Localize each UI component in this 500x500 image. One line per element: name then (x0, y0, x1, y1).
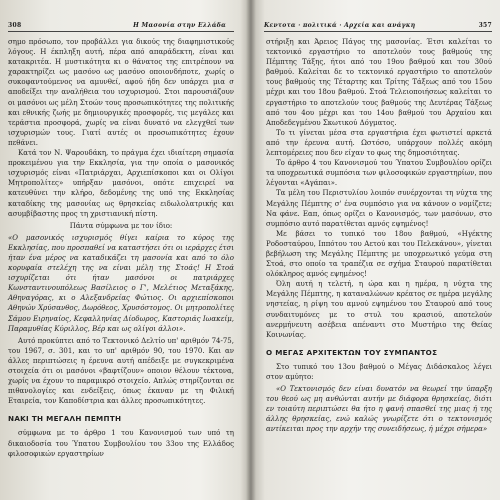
left-page-number: 308 (8, 22, 22, 29)
left-paragraph: Πάντα σύμφωνα με τον ίδιο: (69, 221, 173, 230)
right-paragraph: Τα μέλη του Περιστυλίου λοιπόν συνέρχονται τη νύχτα της Μεγάλης Πέμπτης σ' ένα συμπόσιο για να κάνουν ο νομίζετε; Να φάνε. Εαπ, όπως ορίζει ο Κανονισμός, των μασόνων, στο συμπόσιο αυτό παρατίθεται αμνός εψημένος! (266, 189, 492, 228)
left-header-rule (8, 31, 234, 32)
left-section-heading: ΝΑΚΙ ΤΗ ΜΕΓΑΛΗ ΠΕΜΠΤΗ (8, 414, 122, 424)
left-page (0, 0, 246, 500)
right-quote: «Ο Τεκτονισμός δεν είναι δυνατόν να θεωρεί την ύπαρξη του θεού ως μη ανθώνται αυτήν με διάφορα θρησκείας, διότι εν τοιαύτη περιπτώσει θα ήτο η φανή σπασθεί της μιας ή της άλλης θρησκείας, ενώ καλώς γνωρίζετε ότι ο τεκτονισμός αντίκειται προς την αρχήν της συνειδήσεως, ή μέχρι σήμερα» (266, 385, 492, 434)
right-header-rule (264, 31, 492, 32)
right-page (256, 0, 500, 500)
right-section-heading: Ο ΜΕΓΑΣ ΑΡΧΙΤΕΚΤΩΝ ΤΟΥ ΣΥΜΠΑΝΤΟΣ (266, 347, 438, 357)
left-paragraph: Αυτό προκύπτει από το Τεκτονικό Δελτίο υπ' αριθμόν 74-75, του 1967, σ. 301, και το υπ' αριθμόν 90, του 1970. Και αν άλλες περιπτώσεις η έρευνα αυτή απέδειξε με συγκεκριμένα στοιχεία ότι οι μασόνοι «βαφτίζουν» οποιον θέλουν τέκτονα, χωρίς να έχουν το παραμικρό στοιχείο. Απλώς στηρίζονται σε πιθανολογίες και ενδείξεις, όπως έκαναν με τη Φιλική Εταιρεία, τον Καποδίστρια και άλλες προσωπικότητες. (8, 336, 234, 406)
right-paragraph: Όλη αυτή η τελετή, η ώρα και η ημέρα, η νύχτα της Μεγάλης Πέμπτης, η καταναλώνων κρέατος σε ημέρα μεγάλης νηστείας, η ρίψη του αμνού εψημένου του Σταυρού από τους συνδαιτυμόνες με το στυλ του κρασιού, αποτελούν ανερμήνευτη ασέβεια απέναντι στο Μυστήριο της Θείας Κοινωνίας. (266, 280, 492, 339)
left-quote: «Ο μασονικός ισχυρισμός θίγει καίρια το κύρος της Εκκλησίας, που προσπαθεί να καταστήσει ότι οι ιεράρχες έτσι ήταν ένα μέρος να καταδικάζει τη μασονία και από το όλο κορυφαία στελέχη της να είναι μέλη της Στοάς! Η Στοά ισχυρίζεται ότι ήταν μασόνοι οι πατριάρχες Κωνσταντινουπόλεως Βασίλειος ο Γ', Μελέτιος Μεταξάκης, Αθηναγόρας, κι ο Αλεξανδρείας Φώτιος. Οι αρχιεπίσκοποι Αθηνών Χρύσανθος, Δωρόθεος, Χρυσόστομος. Οι μητροπολίτες Σάμου Ειρηναίος, Κεφαλληνίας Δίοδωρος, Καστοριάς Ιωακείμ, Παραμυθίας Κύριλλος, Βέρ και ως ολίγοι άλλοι». (8, 233, 234, 333)
right-paragraph: Το τι γίνεται μέσα στα εργαστήρια έχει φωτιστεί αρκετά από την έρευνα αυτή. Ωστόσο, υπάρχουν πολλές ακόμη λεπτομέρειες που δεν είχαν το φως της δημοσιότητας. (266, 128, 492, 158)
left-paragraph: Κατά τον Ν. Ψαρουδάκη, το πράγμα έχει ιδιαίτερη σημασία προκειμένου για την Εκκλησία, για την οποία ο μασονικός ισχυρισμός είναι «Πατριάρχαι, Αρχιεπίσκοποι και οι Ολίγοι Μητροπολίτες» υπήρξαν μασόνοι, οπότε επιχειρεί να κατευθύνει την κλήρο, δεδομένης της υπό της Εκκλησίας καταδίκης της μασονίας ως θρησκείας ειδωλολατρικής και ασυμβίβαστης προς τη χριστιανική πίστη. (8, 149, 234, 218)
right-paragraph: Στο τυπικό του 13ου βαθμού ο Μέγας Διδάσκαλος λέγει στον αμύητο: (266, 362, 492, 381)
left-closing-paragraph: σύμφωνα με το άρθρο 1 του Κανονισμού των υπό τη δικαιοδοσία του Ύπατου Συμβουλίου του 33ου της Ελλάδος φιλοσοφικών εργαστηρίων (8, 429, 234, 458)
right-paragraph: Το άρθρο 4 του Κανονισμού του Ύπατου Συμβουλίου ορίζει τα υποχρεωτικά συμπόσια των φιλοσοφικών εργαστηρίων, που λέγονται «Αγάπαι». (266, 159, 492, 188)
right-running-title: Κεντοτα · πολιτικά · Αρχεία και ανάγκη (264, 22, 416, 29)
left-page-body (8, 37, 234, 459)
right-paragraph: Με βάσει το τυπικό του 18ου βαθμού, «Ηγέκτης Ροδοσταύρου, Ιππότου του Αετού και του Πελεκάνου», γίνεται βεβήλωση της Μεγάλης Πέμπτης με υποχρεωτικό γεύμα στη Στοά, στο οποίο τα τραπέζια σε σχήμα Σταυρού παρατίθεται ολόκληρος αμνός εψημένος! (266, 229, 492, 279)
book-spine-shadow (246, 0, 256, 500)
right-paragraph: στήριξη και Άρειος Πάγος της μασονίας. Έτσι καλείται το τεκτονικό εργαστήριο το αποτελούν τους βαθμούς της Πέμπτης Τάξης, ήτοι από του 19ου βαθμού και του 30ού βαθμού. Καλείται δε το τεκτονικό εργαστήριο το αποτελούν τους βαθμούς της Τέταρτης και Τρίτης Τάξεως από του 15ου μέχρι και του 18ου βαθμού. Στοά Τελειοποιήσεως καλείται το εργαστήριο το αποτελούν τους βαθμούς της Δευτέρας Τάξεως από του 4ου μέχρι και του 14ου βαθμού του Αρχαίου και Αποδεδεγμένου Σκωτικού Δόγματος. (266, 38, 492, 127)
right-page-body (266, 37, 492, 437)
right-page-number: 357 (478, 22, 492, 29)
left-paragraph: σημο πρόσωπο, τον προβάλλει για δικούς της διαφημιστικούς λόγους. Η έκπληξη αυτή, πέρα από απαράδεκτη, είναι και κατακριτέα. Η μυστικότητα κι ο θάνατος της επιτρέπουν να χαρακτηρίζει ως μασόνο ως μασόνο οποιονδήποτε, χωρίς ο συκοφαντούμενος να αμυνθεί, αφού ήδη δεν υπάρχει μια σ αποδείξει την αναλήθεια του ισχυρισμού. Στοι παρουσιάζουν οι μασόνοι ως μέλη Στοών τους προσωπικότητες της πολιτικής και εθνικής ζωής με δημιουργικές προσφορές, τις μεγάλες και τεράστια προσφορά, χωρίς να είναι δυνατό να ελεγχθεί των ισχυρισμών τους. Γιατί αυτές οι προσωπικότητες έχουν πεθάνει. (8, 38, 234, 147)
left-running-title: Η Μασονία στην Ελλάδα (133, 22, 226, 29)
